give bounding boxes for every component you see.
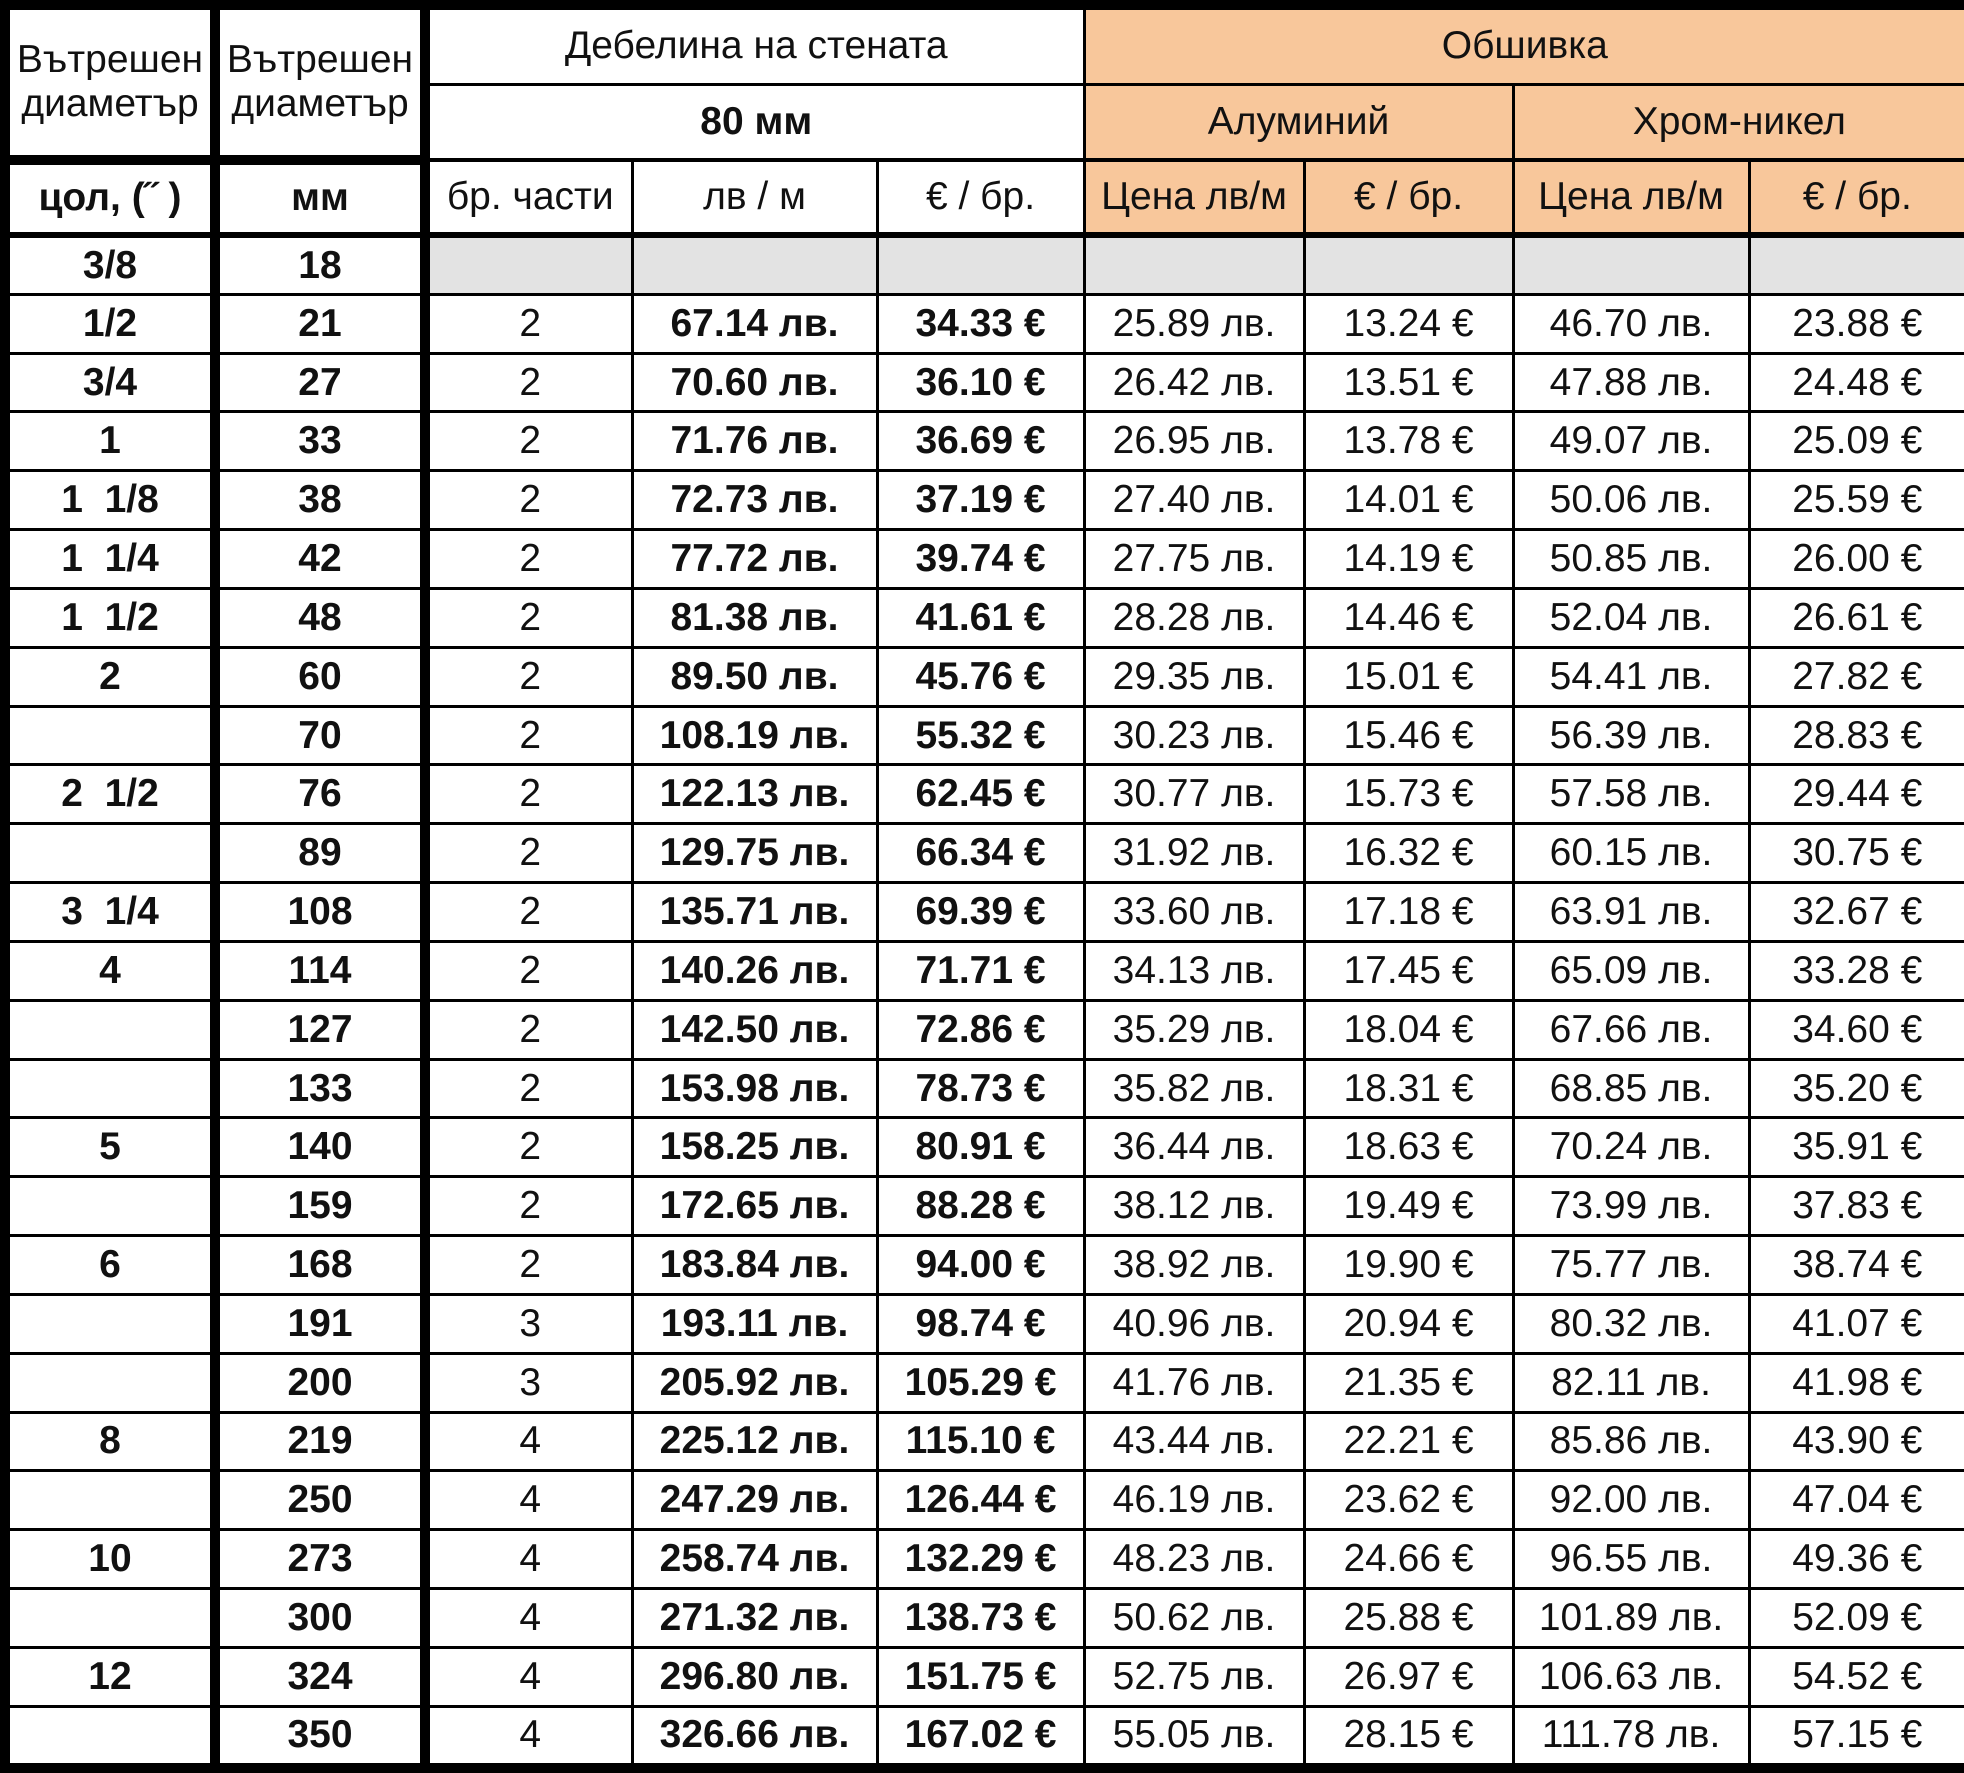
- cell-inch: 10: [5, 1530, 215, 1589]
- cell-parts: 4: [425, 1530, 632, 1589]
- cell-mm: 70: [215, 706, 425, 765]
- cell-chrome-nickel-eur: 25.09 €: [1749, 412, 1964, 471]
- cell-chrome-nickel-eur: 43.90 €: [1749, 1412, 1964, 1471]
- cell-mm: 27: [215, 353, 425, 412]
- cell-aluminum-eur: 17.45 €: [1304, 941, 1513, 1000]
- cell-mm: 191: [215, 1294, 425, 1353]
- cell-mm: 76: [215, 765, 425, 824]
- header-wall-thickness: Дебелина на стената: [425, 5, 1084, 84]
- cell-chrome-nickel-price: 50.06 лв.: [1513, 471, 1749, 530]
- cell-bgn-per-m: 70.60 лв.: [632, 353, 877, 412]
- unit-mm: мм: [215, 160, 425, 236]
- cell-aluminum-price: 41.76 лв.: [1084, 1353, 1304, 1412]
- cell-parts: 2: [425, 1000, 632, 1059]
- cell-aluminum-price: 27.75 лв.: [1084, 530, 1304, 589]
- cell-aluminum-price: 46.19 лв.: [1084, 1471, 1304, 1530]
- cell-parts: 2: [425, 530, 632, 589]
- cell-aluminum-eur: 23.62 €: [1304, 1471, 1513, 1530]
- cell-chrome-nickel-price: 92.00 лв.: [1513, 1471, 1749, 1530]
- cell-mm: 48: [215, 588, 425, 647]
- cell-parts: 3: [425, 1353, 632, 1412]
- cell-mm: 168: [215, 1236, 425, 1295]
- cell-aluminum-price: 50.62 лв.: [1084, 1589, 1304, 1648]
- cell-aluminum-price: 38.12 лв.: [1084, 1177, 1304, 1236]
- cell-inch: 8: [5, 1412, 215, 1471]
- table-row: [5, 941, 1964, 1000]
- cell-chrome-nickel-eur: 32.67 €: [1749, 883, 1964, 942]
- cell-chrome-nickel-eur: [1749, 235, 1964, 294]
- cell-aluminum-eur: 25.88 €: [1304, 1589, 1513, 1648]
- cell-chrome-nickel-eur: 35.20 €: [1749, 1059, 1964, 1118]
- table-row: [5, 1118, 1964, 1177]
- cell-chrome-nickel-price: 85.86 лв.: [1513, 1412, 1749, 1471]
- cell-mm: 33: [215, 412, 425, 471]
- cell-mm: 89: [215, 824, 425, 883]
- cell-eur-per-piece: 39.74 €: [877, 530, 1084, 589]
- cell-chrome-nickel-price: 101.89 лв.: [1513, 1589, 1749, 1648]
- cell-chrome-nickel-price: 73.99 лв.: [1513, 1177, 1749, 1236]
- cell-parts: 4: [425, 1647, 632, 1706]
- cell-aluminum-price: [1084, 235, 1304, 294]
- table-row: [5, 647, 1964, 706]
- cell-eur-per-piece: 45.76 €: [877, 647, 1084, 706]
- cell-aluminum-price: 33.60 лв.: [1084, 883, 1304, 942]
- cell-eur-per-piece: 132.29 €: [877, 1530, 1084, 1589]
- cell-mm: 21: [215, 294, 425, 353]
- cell-bgn-per-m: 258.74 лв.: [632, 1530, 877, 1589]
- table-row: [5, 530, 1964, 589]
- cell-eur-per-piece: 78.73 €: [877, 1059, 1084, 1118]
- cell-parts: 2: [425, 1059, 632, 1118]
- table-row: [5, 1530, 1964, 1589]
- cell-eur-per-piece: 88.28 €: [877, 1177, 1084, 1236]
- cell-mm: 250: [215, 1471, 425, 1530]
- cell-bgn-per-m: 153.98 лв.: [632, 1059, 877, 1118]
- cell-parts: 2: [425, 412, 632, 471]
- cell-inch: 1 1/8: [5, 471, 215, 530]
- cell-mm: 38: [215, 471, 425, 530]
- cell-chrome-nickel-eur: 34.60 €: [1749, 1000, 1964, 1059]
- cell-parts: 2: [425, 706, 632, 765]
- table-row: [5, 824, 1964, 883]
- cell-inch: [5, 1294, 215, 1353]
- cell-aluminum-price: 34.13 лв.: [1084, 941, 1304, 1000]
- cell-parts: 2: [425, 588, 632, 647]
- cell-chrome-nickel-price: 63.91 лв.: [1513, 883, 1749, 942]
- cell-eur-per-piece: 151.75 €: [877, 1647, 1084, 1706]
- table-row: [5, 235, 1964, 294]
- cell-aluminum-eur: 13.51 €: [1304, 353, 1513, 412]
- cell-bgn-per-m: 108.19 лв.: [632, 706, 877, 765]
- cell-aluminum-price: 52.75 лв.: [1084, 1647, 1304, 1706]
- cell-bgn-per-m: 193.11 лв.: [632, 1294, 877, 1353]
- table-row: [5, 1706, 1964, 1768]
- cell-chrome-nickel-eur: 26.61 €: [1749, 588, 1964, 647]
- cell-inch: [5, 1706, 215, 1768]
- cell-aluminum-eur: 18.31 €: [1304, 1059, 1513, 1118]
- cell-parts: 4: [425, 1412, 632, 1471]
- cell-eur-per-piece: 41.61 €: [877, 588, 1084, 647]
- cell-eur-per-piece: 37.19 €: [877, 471, 1084, 530]
- cell-parts: 2: [425, 1118, 632, 1177]
- cell-chrome-nickel-eur: 57.15 €: [1749, 1706, 1964, 1768]
- cell-aluminum-eur: 14.01 €: [1304, 471, 1513, 530]
- cell-inch: [5, 1353, 215, 1412]
- cell-aluminum-price: 30.23 лв.: [1084, 706, 1304, 765]
- cell-inch: [5, 706, 215, 765]
- cell-mm: 159: [215, 1177, 425, 1236]
- cell-chrome-nickel-eur: 28.83 €: [1749, 706, 1964, 765]
- table-row: [5, 1647, 1964, 1706]
- cell-bgn-per-m: 71.76 лв.: [632, 412, 877, 471]
- unit-aluminum-price: Цена лв/м: [1084, 160, 1304, 236]
- cell-chrome-nickel-price: 49.07 лв.: [1513, 412, 1749, 471]
- cell-aluminum-eur: 15.46 €: [1304, 706, 1513, 765]
- cell-eur-per-piece: 69.39 €: [877, 883, 1084, 942]
- table-row: [5, 1353, 1964, 1412]
- cell-inch: 1 1/4: [5, 530, 215, 589]
- cell-mm: 140: [215, 1118, 425, 1177]
- cell-eur-per-piece: 72.86 €: [877, 1000, 1084, 1059]
- header-wall-value: 80 мм: [425, 84, 1084, 160]
- cell-bgn-per-m: [632, 235, 877, 294]
- unit-aluminum-eur: € / бр.: [1304, 160, 1513, 236]
- cell-chrome-nickel-price: 75.77 лв.: [1513, 1236, 1749, 1295]
- cell-mm: 114: [215, 941, 425, 1000]
- cell-inch: [5, 1059, 215, 1118]
- cell-aluminum-eur: 24.66 €: [1304, 1530, 1513, 1589]
- cell-inch: 3/4: [5, 353, 215, 412]
- cell-eur-per-piece: 66.34 €: [877, 824, 1084, 883]
- cell-inch: 4: [5, 941, 215, 1000]
- table-row: [5, 706, 1964, 765]
- cell-inch: 2 1/2: [5, 765, 215, 824]
- cell-mm: 324: [215, 1647, 425, 1706]
- cell-eur-per-piece: 80.91 €: [877, 1118, 1084, 1177]
- header-row-1: [5, 5, 1964, 84]
- table-row: [5, 883, 1964, 942]
- cell-inch: 12: [5, 1647, 215, 1706]
- cell-inch: 2: [5, 647, 215, 706]
- cell-mm: 108: [215, 883, 425, 942]
- unit-parts: бр. части: [425, 160, 632, 236]
- cell-aluminum-price: 36.44 лв.: [1084, 1118, 1304, 1177]
- cell-chrome-nickel-price: 70.24 лв.: [1513, 1118, 1749, 1177]
- cell-chrome-nickel-eur: 26.00 €: [1749, 530, 1964, 589]
- cell-inch: [5, 1471, 215, 1530]
- cell-bgn-per-m: 67.14 лв.: [632, 294, 877, 353]
- cell-aluminum-price: 25.89 лв.: [1084, 294, 1304, 353]
- table-row: [5, 1236, 1964, 1295]
- cell-eur-per-piece: 36.10 €: [877, 353, 1084, 412]
- cell-aluminum-price: 35.29 лв.: [1084, 1000, 1304, 1059]
- cell-chrome-nickel-price: [1513, 235, 1749, 294]
- cell-parts: 2: [425, 353, 632, 412]
- cell-inch: 6: [5, 1236, 215, 1295]
- cell-aluminum-price: 29.35 лв.: [1084, 647, 1304, 706]
- cell-inch: 3/8: [5, 235, 215, 294]
- unit-bgn-per-m: лв / м: [632, 160, 877, 236]
- cell-aluminum-eur: 18.04 €: [1304, 1000, 1513, 1059]
- cell-eur-per-piece: 62.45 €: [877, 765, 1084, 824]
- cell-parts: 2: [425, 647, 632, 706]
- cell-aluminum-price: 38.92 лв.: [1084, 1236, 1304, 1295]
- cell-aluminum-eur: 16.32 €: [1304, 824, 1513, 883]
- unit-eur-per-piece: € / бр.: [877, 160, 1084, 236]
- header-inner-diameter-mm: Вътрешен диаметър: [215, 5, 425, 160]
- table-row: [5, 765, 1964, 824]
- header-inner-diameter-inch: Вътрешен диаметър: [5, 5, 215, 160]
- cell-aluminum-price: 28.28 лв.: [1084, 588, 1304, 647]
- cell-chrome-nickel-price: 54.41 лв.: [1513, 647, 1749, 706]
- cell-bgn-per-m: 140.26 лв.: [632, 941, 877, 1000]
- cell-chrome-nickel-eur: 54.52 €: [1749, 1647, 1964, 1706]
- cell-eur-per-piece: 71.71 €: [877, 941, 1084, 1000]
- cell-bgn-per-m: 183.84 лв.: [632, 1236, 877, 1295]
- cell-chrome-nickel-price: 65.09 лв.: [1513, 941, 1749, 1000]
- cell-parts: 4: [425, 1471, 632, 1530]
- cell-parts: 2: [425, 941, 632, 1000]
- cell-chrome-nickel-eur: 23.88 €: [1749, 294, 1964, 353]
- cell-aluminum-eur: 28.15 €: [1304, 1706, 1513, 1768]
- cell-aluminum-eur: 15.01 €: [1304, 647, 1513, 706]
- cell-mm: 350: [215, 1706, 425, 1768]
- cell-mm: 42: [215, 530, 425, 589]
- cell-bgn-per-m: 77.72 лв.: [632, 530, 877, 589]
- cell-chrome-nickel-price: 57.58 лв.: [1513, 765, 1749, 824]
- unit-chrome-nickel-eur: € / бр.: [1749, 160, 1964, 236]
- cell-chrome-nickel-eur: 35.91 €: [1749, 1118, 1964, 1177]
- cell-bgn-per-m: 81.38 лв.: [632, 588, 877, 647]
- table-row: [5, 1000, 1964, 1059]
- cell-inch: 3 1/4: [5, 883, 215, 942]
- cell-chrome-nickel-eur: 33.28 €: [1749, 941, 1964, 1000]
- cell-chrome-nickel-price: 80.32 лв.: [1513, 1294, 1749, 1353]
- cell-bgn-per-m: 122.13 лв.: [632, 765, 877, 824]
- header-chrome-nickel: Хром-никел: [1513, 84, 1964, 160]
- cell-aluminum-price: 26.95 лв.: [1084, 412, 1304, 471]
- cell-chrome-nickel-eur: 29.44 €: [1749, 765, 1964, 824]
- cell-chrome-nickel-price: 67.66 лв.: [1513, 1000, 1749, 1059]
- table-row: [5, 1059, 1964, 1118]
- cell-bgn-per-m: 129.75 лв.: [632, 824, 877, 883]
- cell-chrome-nickel-price: 56.39 лв.: [1513, 706, 1749, 765]
- table-row: [5, 412, 1964, 471]
- cell-chrome-nickel-price: 47.88 лв.: [1513, 353, 1749, 412]
- table-row: [5, 1177, 1964, 1236]
- cell-bgn-per-m: 135.71 лв.: [632, 883, 877, 942]
- cell-aluminum-price: 30.77 лв.: [1084, 765, 1304, 824]
- cell-parts: 2: [425, 765, 632, 824]
- cell-aluminum-eur: 18.63 €: [1304, 1118, 1513, 1177]
- cell-aluminum-eur: 19.49 €: [1304, 1177, 1513, 1236]
- cell-eur-per-piece: 138.73 €: [877, 1589, 1084, 1648]
- cell-mm: 18: [215, 235, 425, 294]
- cell-chrome-nickel-eur: 37.83 €: [1749, 1177, 1964, 1236]
- cell-chrome-nickel-price: 106.63 лв.: [1513, 1647, 1749, 1706]
- cell-inch: 1: [5, 412, 215, 471]
- cell-aluminum-eur: 13.24 €: [1304, 294, 1513, 353]
- cell-eur-per-piece: [877, 235, 1084, 294]
- cell-chrome-nickel-price: 50.85 лв.: [1513, 530, 1749, 589]
- header-aluminum: Алуминий: [1084, 84, 1513, 160]
- cell-chrome-nickel-eur: 47.04 €: [1749, 1471, 1964, 1530]
- cell-aluminum-eur: 14.19 €: [1304, 530, 1513, 589]
- cell-mm: 133: [215, 1059, 425, 1118]
- cell-chrome-nickel-price: 68.85 лв.: [1513, 1059, 1749, 1118]
- cell-aluminum-eur: 21.35 €: [1304, 1353, 1513, 1412]
- table-row: [5, 294, 1964, 353]
- cell-aluminum-eur: 20.94 €: [1304, 1294, 1513, 1353]
- table-row: [5, 1412, 1964, 1471]
- cell-aluminum-price: 27.40 лв.: [1084, 471, 1304, 530]
- cell-aluminum-eur: 15.73 €: [1304, 765, 1513, 824]
- cell-inch: [5, 1000, 215, 1059]
- cell-parts: 4: [425, 1706, 632, 1768]
- cell-aluminum-price: 40.96 лв.: [1084, 1294, 1304, 1353]
- cell-inch: 1/2: [5, 294, 215, 353]
- cell-aluminum-eur: [1304, 235, 1513, 294]
- cell-bgn-per-m: 247.29 лв.: [632, 1471, 877, 1530]
- cell-aluminum-eur: 19.90 €: [1304, 1236, 1513, 1295]
- cell-chrome-nickel-eur: 41.98 €: [1749, 1353, 1964, 1412]
- cell-aluminum-price: 35.82 лв.: [1084, 1059, 1304, 1118]
- cell-parts: 4: [425, 1589, 632, 1648]
- cell-bgn-per-m: 89.50 лв.: [632, 647, 877, 706]
- cell-chrome-nickel-price: 96.55 лв.: [1513, 1530, 1749, 1589]
- cell-bgn-per-m: 172.65 лв.: [632, 1177, 877, 1236]
- cell-chrome-nickel-price: 52.04 лв.: [1513, 588, 1749, 647]
- cell-chrome-nickel-price: 111.78 лв.: [1513, 1706, 1749, 1768]
- cell-inch: [5, 1589, 215, 1648]
- cell-eur-per-piece: 115.10 €: [877, 1412, 1084, 1471]
- cell-eur-per-piece: 167.02 €: [877, 1706, 1084, 1768]
- cell-bgn-per-m: 142.50 лв.: [632, 1000, 877, 1059]
- cell-parts: 2: [425, 883, 632, 942]
- cell-bgn-per-m: 158.25 лв.: [632, 1118, 877, 1177]
- cell-chrome-nickel-eur: 38.74 €: [1749, 1236, 1964, 1295]
- cell-parts: 2: [425, 1236, 632, 1295]
- cell-mm: 127: [215, 1000, 425, 1059]
- cell-eur-per-piece: 126.44 €: [877, 1471, 1084, 1530]
- cell-chrome-nickel-eur: 30.75 €: [1749, 824, 1964, 883]
- table-row: [5, 588, 1964, 647]
- cell-aluminum-price: 26.42 лв.: [1084, 353, 1304, 412]
- cell-inch: 5: [5, 1118, 215, 1177]
- cell-bgn-per-m: 72.73 лв.: [632, 471, 877, 530]
- cell-parts: 2: [425, 1177, 632, 1236]
- cell-eur-per-piece: 94.00 €: [877, 1236, 1084, 1295]
- cell-inch: [5, 1177, 215, 1236]
- cell-aluminum-price: 55.05 лв.: [1084, 1706, 1304, 1768]
- cell-mm: 60: [215, 647, 425, 706]
- cell-eur-per-piece: 34.33 €: [877, 294, 1084, 353]
- cell-aluminum-price: 43.44 лв.: [1084, 1412, 1304, 1471]
- cell-bgn-per-m: 205.92 лв.: [632, 1353, 877, 1412]
- unit-inch: цол, (˝ ): [5, 160, 215, 236]
- cell-aluminum-price: 48.23 лв.: [1084, 1530, 1304, 1589]
- cell-aluminum-eur: 26.97 €: [1304, 1647, 1513, 1706]
- header-cladding: Обшивка: [1084, 5, 1964, 84]
- cell-parts: [425, 235, 632, 294]
- cell-bgn-per-m: 271.32 лв.: [632, 1589, 877, 1648]
- cell-chrome-nickel-eur: 27.82 €: [1749, 647, 1964, 706]
- cell-mm: 219: [215, 1412, 425, 1471]
- cell-chrome-nickel-price: 82.11 лв.: [1513, 1353, 1749, 1412]
- cell-aluminum-price: 31.92 лв.: [1084, 824, 1304, 883]
- cell-bgn-per-m: 296.80 лв.: [632, 1647, 877, 1706]
- cell-aluminum-eur: 13.78 €: [1304, 412, 1513, 471]
- table-row: [5, 1471, 1964, 1530]
- cell-mm: 300: [215, 1589, 425, 1648]
- cell-mm: 273: [215, 1530, 425, 1589]
- unit-chrome-nickel-price: Цена лв/м: [1513, 160, 1749, 236]
- cell-eur-per-piece: 98.74 €: [877, 1294, 1084, 1353]
- cell-chrome-nickel-eur: 41.07 €: [1749, 1294, 1964, 1353]
- cell-inch: [5, 824, 215, 883]
- cell-parts: 2: [425, 294, 632, 353]
- cell-chrome-nickel-price: 46.70 лв.: [1513, 294, 1749, 353]
- cell-inch: 1 1/2: [5, 588, 215, 647]
- table-row: [5, 1589, 1964, 1648]
- table-row: [5, 471, 1964, 530]
- cell-chrome-nickel-eur: 49.36 €: [1749, 1530, 1964, 1589]
- cell-eur-per-piece: 105.29 €: [877, 1353, 1084, 1412]
- cell-bgn-per-m: 225.12 лв.: [632, 1412, 877, 1471]
- cell-aluminum-eur: 17.18 €: [1304, 883, 1513, 942]
- cell-eur-per-piece: 55.32 €: [877, 706, 1084, 765]
- header-units-row: [5, 160, 1964, 236]
- table-row: [5, 1294, 1964, 1353]
- cell-eur-per-piece: 36.69 €: [877, 412, 1084, 471]
- cell-aluminum-eur: 22.21 €: [1304, 1412, 1513, 1471]
- cell-parts: 2: [425, 471, 632, 530]
- cell-chrome-nickel-eur: 52.09 €: [1749, 1589, 1964, 1648]
- cell-aluminum-eur: 14.46 €: [1304, 588, 1513, 647]
- cell-bgn-per-m: 326.66 лв.: [632, 1706, 877, 1768]
- table-row: [5, 353, 1964, 412]
- cell-parts: 3: [425, 1294, 632, 1353]
- cell-chrome-nickel-eur: 24.48 €: [1749, 353, 1964, 412]
- cell-chrome-nickel-eur: 25.59 €: [1749, 471, 1964, 530]
- cell-mm: 200: [215, 1353, 425, 1412]
- cell-chrome-nickel-price: 60.15 лв.: [1513, 824, 1749, 883]
- cell-parts: 2: [425, 824, 632, 883]
